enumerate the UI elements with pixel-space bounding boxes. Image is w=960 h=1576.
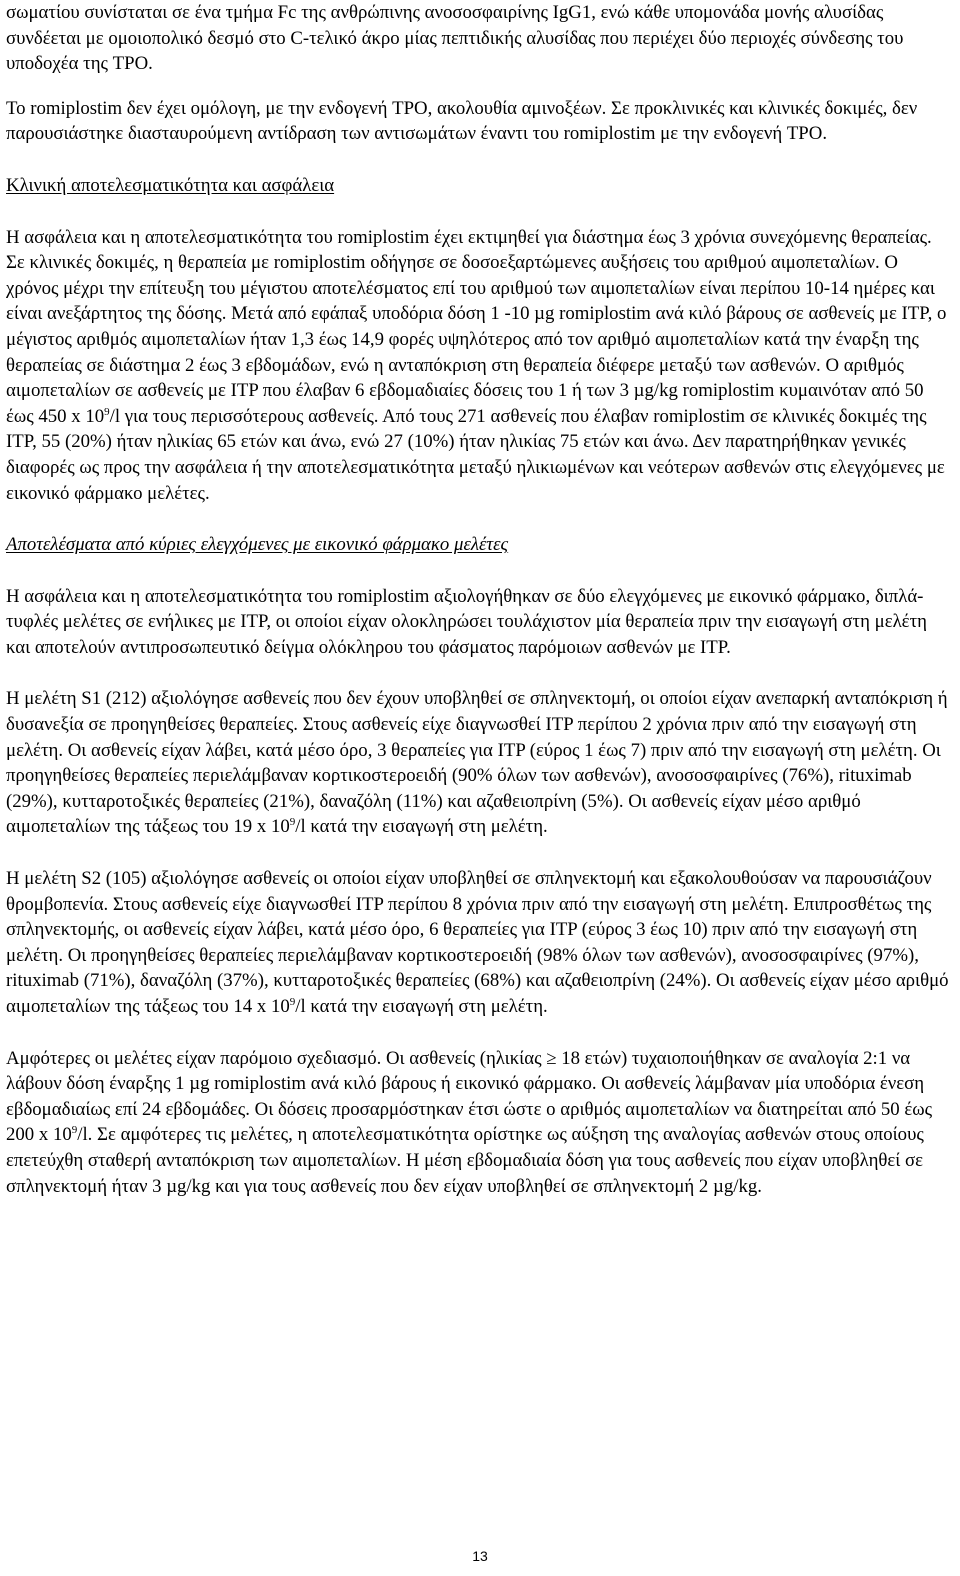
paragraph-homology: Το romiplostim δεν έχει ομόλογη, με την ενδογενή TPO, ακολουθία αμινοξέων. Σε προκλινικές και κλινικές δοκιμές, δεν παρουσιάστηκε διασταυρούμενη αντίδραση των αντισωμάτων έναντι του romiplostim με την ενδογενή TPO. (6, 97, 918, 145)
exponent: 9 (71, 1124, 78, 1137)
exponent: 9 (289, 996, 296, 1008)
exponent: 9 (289, 816, 296, 829)
page-number: 13 (472, 1548, 488, 1564)
heading-clinical-efficacy: Κλινική αποτελεσματικότητα και ασφάλεια (6, 174, 335, 196)
paragraph-studies-overview: Η ασφάλεια και η αποτελεσματικότητα του romiplostim αξιολογήθηκαν σε δύο ελεγχόμενες με εικονικό φάρμακο, διπλά-τυφλές μελέτες σε ενήλικες με ITP, οι οποίοι είχαν ολοκληρώσει τουλάχιστον μία θεραπεία πριν την εισαγωγή στη μελέτη και αποτελούν αντιπροσωπευτικό δείγμα ολόκληρου του φάσματος παρόμοιων ασθενών με ITP. (6, 585, 927, 658)
paragraph-clinical-efficacy: Η ασφάλεια και η αποτελεσματικότητα του romiplostim έχει εκτιμηθεί για διάστημα έως 3 χρόνια συνεχόμενης θεραπείας. Σε κλινικές δοκιμές, η θεραπεία με romiplostim οδήγησε σε δοσοεξαρτώμενες αυξήσεις του αριθμού αιμοπεταλίων. Ο χρόνος μέχρι την επίτευξη του μέγιστου αποτελέσματος επί του αριθμού των αιμοπεταλίων είναι περίπου 10-14 ημέρες και είναι ανεξάρτητος της δόσης. Μετά από εφάπαξ υποδόρια δόση 1 -10 µg romiplostim ανά κιλό βάρους σε ασθενείς με ITP, ο μέγιστος αριθμός αιμοπεταλίων ήταν 1,3 έως 14,9 φορές υψηλότερος από τον αριθμό αιμοπεταλίων κατά την έναρξη της θεραπείας σε διάστημα 2 έως 3 εβδομάδων, ενώ η ανταπόκριση στη θεραπεία διέφερε μεταξύ των ασθενών. Ο αριθμός αιμοπεταλίων σε ασθενείς με ITP που έλαβαν 6 εβδομαδιαίες δόσεις του 1 ή των 3 µg/kg romiplostim κυμαινόταν από 50 έως 450 x $10^9/l$ για τους περισσότερους ασθενείς. Από τους 271 ασθενείς που έλαβαν romiplostim σε κλινικές δοκιμές της ITP, 55 (20%) ήταν ηλικίας 65 ετών και άνω, ενώ 27 (10%) ήταν ηλικίας 75 ετών και άνω. Δεν παρατηρήθηκαν γενικές διαφορές ως προς την ασφάλεια ή την αποτελεσματικότητα μεταξύ ηλικιωμένων και νεότερων ασθενών στις ελεγχόμενες με εικονικό φάρμακο μελέτες. (6, 226, 947, 504)
paragraph-study-s2: Η μελέτη S2 (105) αξιολόγησε ασθενείς οι οποίοι είχαν υποβληθεί σε σπληνεκτομή και εξακολουθούσαν να παρουσιάζουν θρομβοπενία. Στους ασθενείς είχε διαγνωσθεί ITP περίπου 8 χρόνια πριν από την εισαγωγή στη μελέτη. Επιπροσθέτως της σπληνεκτομής, οι ασθενείς είχαν λάβει, κατά μέσο όρο, 6 θεραπείες για ITP (εύρος 3 έως 10) πριν από την εισαγωγή στη μελέτη. Οι προηγηθείσες θεραπείες περιελάμβαναν κορτικοστεροειδή (98% όλων των ασθενών), ανοσοσφαιρίνες (97%), rituximab (71%), δαναζόλη (37%), κυτταροτοξικές θεραπείες (68%) και αζαθειοπρίνη (24%). Οι ασθενείς είχαν μέσο αριθμό αιμοπεταλίων της τάξεως του 14 x $10^9/l$ κατά την εισαγωγή στη μελέτη. (6, 868, 949, 1017)
exponent: 9 (104, 405, 110, 418)
paragraph-study-design: Αμφότερες οι μελέτες είχαν παρόμοιο σχεδιασμό. Οι ασθενείς (ηλικίας ≥ 18 ετών) τυχαιοποιήθηκαν σε αναλογία 2:1 να λάβουν δόση έναρξης 1 µg romiplostim ανά κιλό βάρους ή εικονικό φάρμακο. Οι ασθενείς λάμβαναν μία υποδόρια ένεση εβδομαδιαίως επί 24 εβδομάδες. Οι δόσεις προσαρμόστηκαν έτσι ώστε ο αριθμός αιμοπεταλίων να διατηρείται από 50 έως 200 x $10^9/l$. Σε αμφότερες τις μελέτες, η αποτελεσματικότητα ορίστηκε ως αύξηση της αναλογίας ασθενών στους οποίους επετεύχθη σταθερή ανταπόκριση των αιμοπεταλίων. Η μέση εβδομαδιαία δόση για τους ασθενείς που είχαν υποβληθεί σε σπληνεκτομή ήταν 3 µg/kg και για τους ασθενείς που δεν είχαν υποβληθεί σε σπληνεκτομή 2 µg/kg. (6, 1047, 933, 1197)
heading-placebo-studies: Αποτελέσματα από κύριες ελεγχόμενες με εικονικό φάρμακο μελέτες (6, 534, 509, 556)
paragraph-molecule-structure: σωματίου συνίσταται σε ένα τμήμα Fc της ανθρώπινης ανοσοσφαιρίνης IgG1, ενώ κάθε υπομονάδα μονής αλυσίδας συνδέεται με ομοιοπολικό δεσμό στο C-τελικό άκρο μίας πεπτιδικής αλυσίδας που περιέχει δύο περιοχές σύνδεσης του υποδοχέα της TPO. (6, 2, 904, 75)
paragraph-study-s1: Η μελέτη S1 (212) αξιολόγησε ασθενείς που δεν έχουν υποβληθεί σε σπληνεκτομή, οι οποίοι είχαν ανεπαρκή ανταπόκριση ή δυσανεξία σε προηγηθείσες θεραπείες. Στους ασθενείς είχε διαγνωσθεί ITP περίπου 2 χρόνια πριν από την εισαγωγή στη μελέτη. Οι ασθενείς είχαν λάβει, κατά μέσο όρο, 3 θεραπείες για ITP (εύρος 1 έως 7) πριν από την εισαγωγή στη μελέτη. Οι προηγηθείσες θεραπείες περιελάμβαναν κορτικοστεροειδή (90% όλων των ασθενών), ανοσοσφαιρίνες (76%), rituximab (29%), κυτταροτοξικές θεραπείες (21%), δαναζόλη (11%) και αζαθειοπρίνη (5%). Οι ασθενείς είχαν μέσο αριθμό αιμοπεταλίων της τάξεως του 19 x $10^9/l$ κατά την εισαγωγή στη μελέτη. (6, 688, 948, 838)
document-page (6, 0, 954, 1199)
